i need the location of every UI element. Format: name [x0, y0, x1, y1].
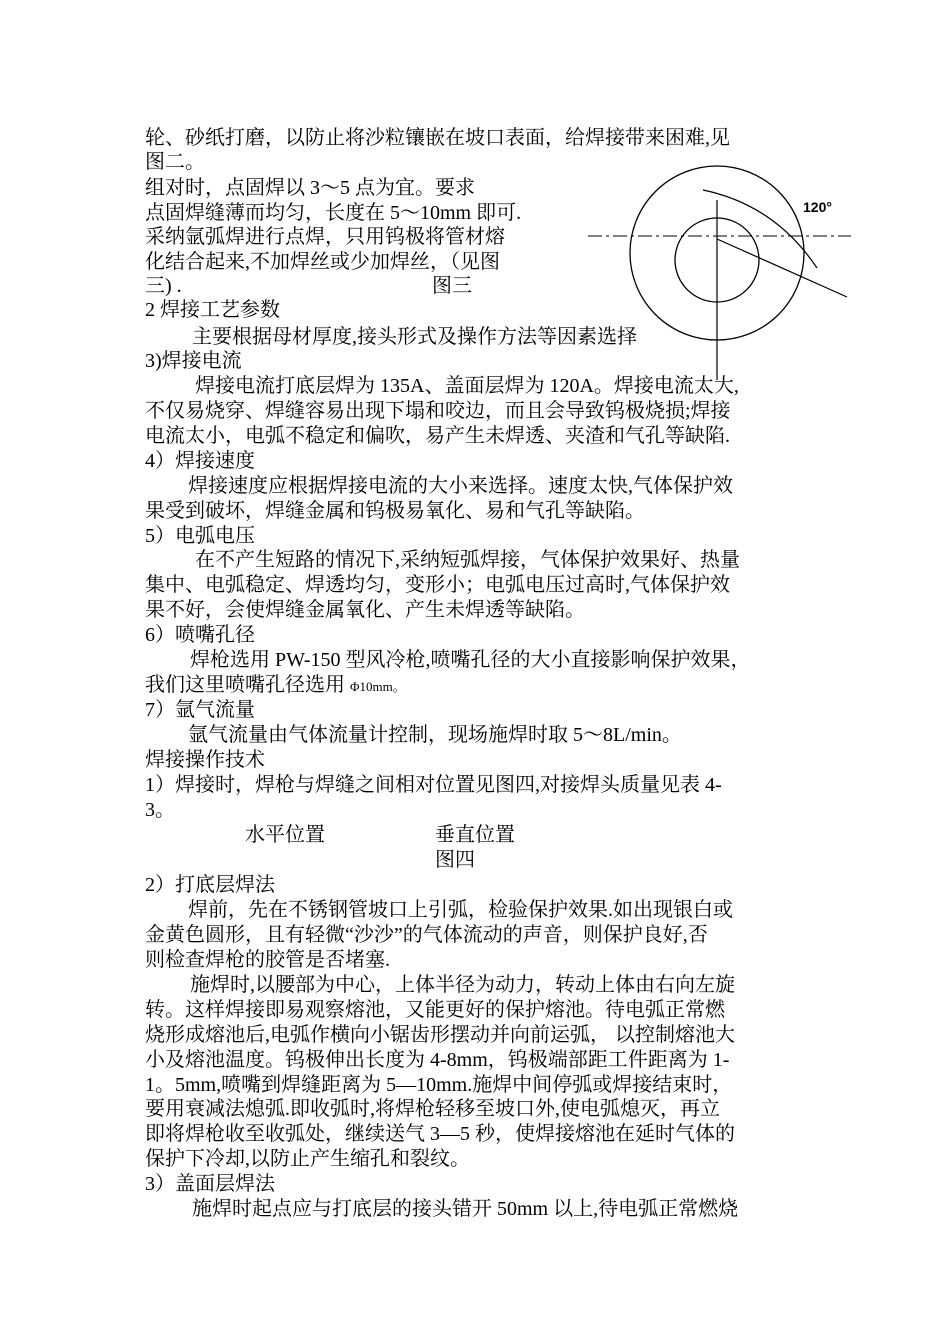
- operation-p1-line-2: 3。: [145, 799, 175, 821]
- root-pass-a3: 则检查焊枪的胶管是否堵塞.: [145, 949, 390, 971]
- root-pass-b4: 小及熔池温度。钨极伸出长度为 4-8mm，钨极端部距工件距离为 1-: [145, 1049, 730, 1071]
- speed-line-1: 焊接速度应根据焊接电流的大小来选择。速度太快,气体保护效: [188, 475, 733, 497]
- current-line-3: 电流太小，电弧不稳定和偏吹，易产生未焊透、夹渣和气孔等缺陷.: [145, 425, 730, 447]
- root-pass-a2: 金黄色圆形，且有轻微“沙沙”的气体流动的声音，则保护良好,否: [145, 924, 708, 946]
- root-pass-b5: 1。5mm,喷嘴到焊缝距离为 5—10mm.施焊中间停弧或焊接结束时，: [145, 1074, 733, 1096]
- argon-heading: 7）氩气流量: [145, 699, 255, 721]
- intro-line-1: 轮、砂纸打磨，以防止将沙粒镶嵌在坡口表面，给焊接带来困难,见: [145, 127, 730, 149]
- intro-line-7: 三) .: [145, 275, 182, 297]
- figure-4-vertical-label: 垂直位置: [435, 824, 515, 846]
- voltage-line-2: 集中、电弧稳定、焊透均匀，变形小；电弧电压过高时,气体保护效: [145, 574, 730, 596]
- angle-label-120: 120°: [803, 199, 832, 215]
- root-pass-b1: 施焊时,以腰部为中心，上体半径为动力，转动上体由右向左旋: [190, 974, 735, 996]
- speed-heading: 4）焊接速度: [145, 450, 255, 472]
- root-pass-b2: 转。这样焊接即易观察熔池，又能更好的保护熔池。待电弧正常燃: [145, 999, 725, 1021]
- nozzle-heading: 6）喷嘴孔径: [145, 624, 255, 646]
- voltage-line-3: 果不好，会使焊缝金属氧化、产生未焊透等缺陷。: [145, 599, 585, 621]
- cap-pass-heading: 3）盖面层焊法: [145, 1173, 275, 1195]
- params-heading: 2 焊接工艺参数: [145, 299, 280, 321]
- intro-line-6: 化结合起来,不加焊丝或少加焊丝，（见图: [145, 251, 500, 273]
- intro-line-2: 图二。: [145, 151, 205, 173]
- params-intro: 主要根据母材厚度,接头形式及操作方法等因素选择: [192, 326, 637, 348]
- operation-heading: 焊接操作技术: [145, 749, 265, 771]
- root-pass-a1: 焊前，先在不锈钢管坡口上引弧，检验保护效果.如出现银白或: [188, 899, 733, 921]
- current-line-2: 不仅易烧穿、焊缝容易出现下塌和咬边，而且会导致钨极烧损;焊接: [145, 400, 731, 422]
- voltage-heading: 5）电弧电压: [145, 525, 255, 547]
- current-heading: 3)焊接电流: [145, 350, 242, 372]
- figure-4-horizontal-label: 水平位置: [245, 824, 325, 846]
- nozzle-diameter-value: Φ10mm。: [350, 679, 406, 694]
- nozzle-line-1: 焊枪选用 PW-150 型风冷枪,喷嘴孔径的大小直接影响保护效果，: [190, 649, 751, 671]
- root-pass-b3: 烧形成熔池后,电弧作横向小锯齿形摆动并向前运弧， 以控制熔池大: [145, 1024, 735, 1046]
- figure-4-caption: 图四: [435, 849, 475, 871]
- nozzle-line-2: [145, 673, 406, 699]
- intro-line-3: 组对时，点固焊以 3～5 点为宜。要求: [145, 177, 475, 199]
- intro-line-4: 点固焊缝薄而均匀，长度在 5～10mm 即可.: [145, 202, 522, 224]
- speed-line-2: 果受到破坏，焊缝金属和钨极易氧化、易和气孔等缺陷。: [145, 500, 645, 522]
- voltage-line-1: 在不产生短路的情况下,采纳短弧焊接，气体保护效果好、热量: [195, 549, 740, 571]
- root-pass-b8: 保护下冷却,以防止产生缩孔和裂纹。: [145, 1148, 470, 1170]
- cap-pass-line-1: 施焊时起点应与打底层的接头错开 50mm 以上,待电弧正常燃烧: [192, 1198, 739, 1220]
- figure-3-caption: 图三: [432, 275, 472, 297]
- angle-arc: [703, 190, 817, 268]
- root-pass-heading: 2）打底层焊法: [145, 874, 275, 896]
- argon-line-1: 氩气流量由气体流量计控制，现场施焊时取 5～8L/min。: [188, 724, 682, 746]
- operation-p1-line-1: 1）焊接时，焊枪与焊缝之间相对位置见图四,对接焊头质量见表 4-: [145, 774, 722, 796]
- root-pass-b7: 即将焊枪收至收弧处，继续送气 3—5 秒，使焊接熔池在延时气体的: [145, 1123, 735, 1145]
- intro-line-5: 采纳氩弧焊进行点焊，只用钨极将管材熔: [145, 226, 505, 248]
- current-line-1: 焊接电流打底层焊为 135A、盖面层焊为 120A。焊接电流太大,: [195, 375, 739, 397]
- nozzle-line-2-text: 我们这里喷嘴孔径选用: [145, 674, 350, 696]
- torch-angle-line: [717, 239, 847, 297]
- root-pass-b6: 要用衰减法熄弧.即收弧时,将焊枪轻移至坡口外,使电弧熄灭，再立: [145, 1098, 720, 1120]
